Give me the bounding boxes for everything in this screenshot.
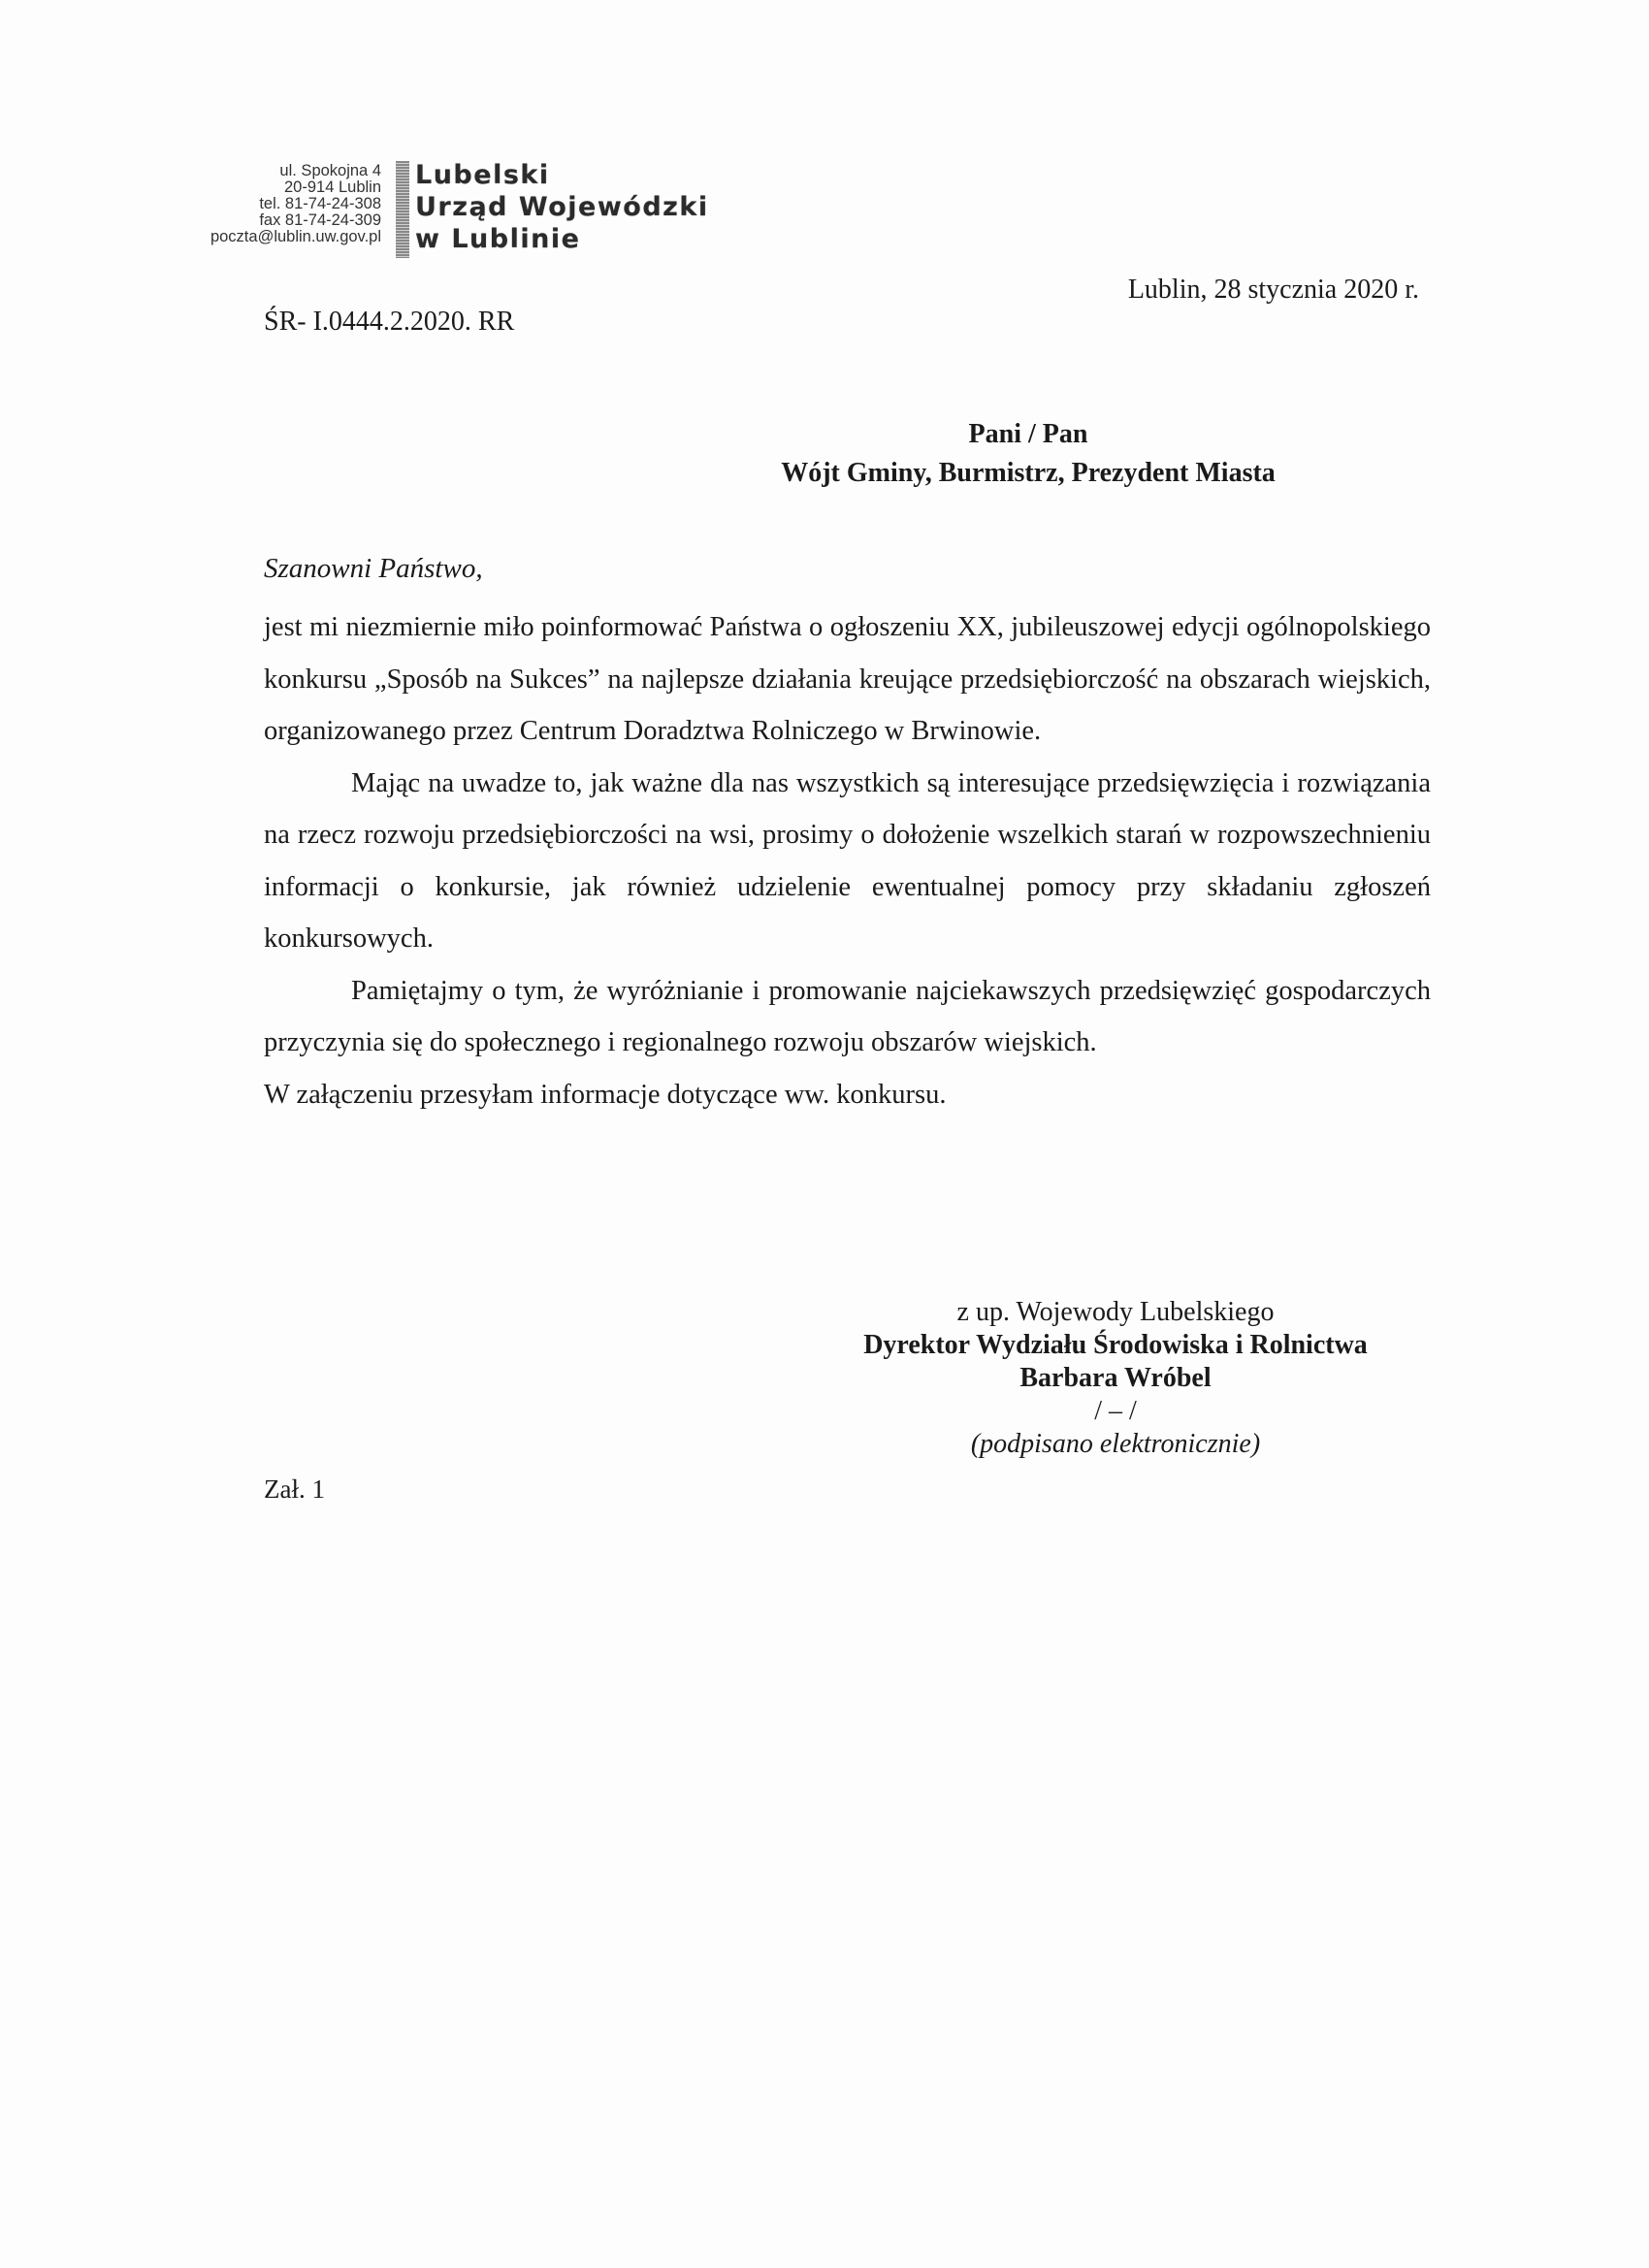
addressee-block bbox=[679, 415, 1377, 493]
addressee-line-1: Pani / Pan bbox=[968, 419, 1088, 449]
addressee-line-2: Wójt Gminy, Burmistrz, Prezydent Miasta bbox=[781, 458, 1276, 488]
signature-block bbox=[795, 1296, 1436, 1461]
institution-line-1: Lubelski bbox=[415, 160, 550, 190]
letter-body bbox=[264, 601, 1431, 1120]
address-street: ul. Spokojna 4 bbox=[279, 162, 381, 179]
letter-date: Lublin, 28 stycznia 2020 r. bbox=[1127, 275, 1419, 305]
institution-logo-text bbox=[415, 159, 709, 255]
institution-line-2: Urząd Wojewódzki bbox=[415, 192, 709, 222]
paragraph-1: jest mi niezmiernie miło poinformować Państwa o ogłoszeniu XX, jubileuszowej edycji ogólnopolskiego konkursu „Sposób na Sukces” na najlepsze działania kreujące przedsiębiorczość na obszarach wiejskich, organizowanego przez Centrum Doradztwa Rolniczego w Brwinowie. bbox=[264, 612, 1431, 746]
signature-mark: / – / bbox=[1094, 1396, 1137, 1426]
signature-name: Barbara Wróbel bbox=[1019, 1363, 1212, 1393]
paragraph-4: W załączeniu przesyłam informacje dotyczące ww. konkursu. bbox=[264, 1079, 947, 1110]
letterhead-contact bbox=[146, 163, 381, 245]
address-postal: 20-914 Lublin bbox=[284, 178, 381, 196]
salutation: Szanowni Państwo, bbox=[264, 553, 483, 584]
reference-number: ŚR- I.0444.2.2020. RR bbox=[264, 307, 515, 337]
address-phone: tel. 81-74-24-308 bbox=[259, 195, 381, 212]
paragraph-2: Mając na uwadze to, jak ważne dla nas wszystkich są interesujące przedsięwzięcia i rozwiązania na rzecz rozwoju przedsiębiorczości na wsi, prosimy o dołożenie wszelkich starań w rozpowszechnieniu informacji o konkursie, jak również udzielenie ewentualnej pomocy przy składaniu zgłoszeń konkursowych. bbox=[264, 767, 1431, 954]
signature-authority: z up. Wojewody Lubelskiego bbox=[956, 1297, 1275, 1327]
address-fax: fax 81-74-24-309 bbox=[259, 211, 381, 229]
institution-line-3: w Lublinie bbox=[415, 224, 581, 254]
signature-position: Dyrektor Wydziału Środowiska i Rolnictwa bbox=[863, 1330, 1368, 1360]
letterhead-divider-bar bbox=[396, 161, 409, 258]
attachment-note: Zał. 1 bbox=[264, 1474, 325, 1504]
signature-note: (podpisano elektronicznie) bbox=[970, 1429, 1261, 1459]
paragraph-3: Pamiętajmy o tym, że wyróżnianie i promowanie najciekawszych przedsięwzięć gospodarczych przyczynia się do społecznego i regionalnego rozwoju obszarów wiejskich. bbox=[264, 975, 1431, 1057]
address-email: poczta@lublin.uw.gov.pl bbox=[210, 228, 381, 245]
